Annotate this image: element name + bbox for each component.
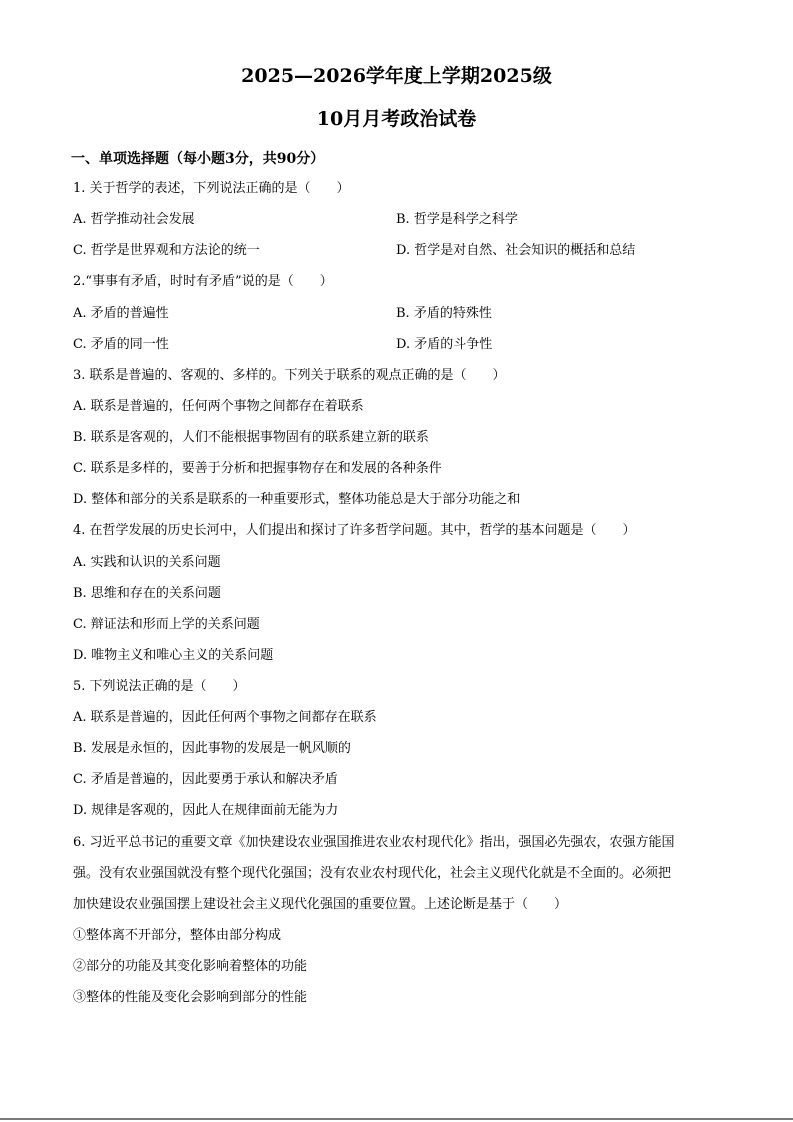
q5-option-a: A. 联系是普遍的，因此任何两个事物之间都存在联系 (73, 710, 377, 725)
q3-stem: 3. 联系是普遍的、客观的、多样的。下列关于联系的观点正确的是（ ） (73, 368, 506, 383)
q6-statement-3: ③整体的性能及变化会影响到部分的性能 (73, 990, 308, 1005)
q1-option-b: B. 哲学是科学之科学 (396, 212, 518, 227)
q6-stem-line-3: 加快建设农业强国摆上建设社会主义现代化强国的重要位置。上述论断是基于（ ） (73, 897, 568, 912)
q4-option-a: A. 实践和认识的关系问题 (73, 555, 221, 570)
q5-option-c: C. 矛盾是普遍的，因此要勇于承认和解决矛盾 (73, 772, 338, 787)
q4-option-c: C. 辩证法和形而上学的关系问题 (73, 617, 260, 632)
q1-stem: 1. 关于哲学的表述，下列说法正确的是（ ） (73, 181, 350, 196)
section-heading: 一、单项选择题（每小题3分，共90分） (71, 151, 325, 167)
q5-option-b: B. 发展是永恒的，因此事物的发展是一帆风顺的 (73, 741, 351, 756)
q6-stem-line-2: 强。没有农业强国就没有整个现代化强国；没有农业农村现代化，社会主义现代化就是不全面的。必须把 (73, 866, 672, 881)
q1-option-c: C. 哲学是世界观和方法论的统一 (73, 243, 260, 258)
q5-option-d: D. 规律是客观的，因此人在规律面前无能为力 (73, 803, 339, 818)
q5-stem: 5. 下列说法正确的是（ ） (73, 679, 246, 694)
q1-option-d: D. 哲学是对自然、社会知识的概括和总结 (396, 243, 636, 258)
q1-option-a: A. 哲学推动社会发展 (73, 212, 195, 227)
q3-option-d: D. 整体和部分的关系是联系的一种重要形式，整体功能总是大于部分功能之和 (73, 492, 521, 507)
q4-option-b: B. 思维和存在的关系问题 (73, 586, 221, 601)
q2-option-a: A. 矛盾的普遍性 (73, 306, 169, 321)
q2-option-c: C. 矛盾的同一性 (73, 337, 169, 352)
exam-title-line-2: 10月月考政治试卷 (316, 108, 477, 130)
q6-stem-line-1: 6. 习近平总书记的重要文章《加快建设农业强国推进农业农村现代化》指出，强国必先强农，农强方能国 (73, 835, 675, 850)
q4-option-d: D. 唯物主义和唯心主义的关系问题 (73, 648, 274, 663)
q6-statement-1: ①整体离不开部分，整体由部分构成 (73, 928, 282, 943)
q3-option-c: C. 联系是多样的，要善于分析和把握事物存在和发展的各种条件 (73, 461, 442, 476)
q3-option-b: B. 联系是客观的，人们不能根据事物固有的联系建立新的联系 (73, 430, 429, 445)
exam-title-line-1: 2025—2026学年度上学期2025级 (241, 65, 552, 87)
q2-option-b: B. 矛盾的特殊性 (396, 306, 492, 321)
q4-stem: 4. 在哲学发展的历史长河中，人们提出和探讨了许多哲学问题。其中，哲学的基本问题是（ ） (73, 523, 636, 538)
q3-option-a: A. 联系是普遍的，任何两个事物之间都存在着联系 (73, 399, 364, 414)
page-bottom-rule (0, 1118, 793, 1120)
q2-option-d: D. 矛盾的斗争性 (396, 337, 493, 352)
q6-statement-2: ②部分的功能及其变化影响着整体的功能 (73, 959, 308, 974)
q2-stem: 2.“事事有矛盾，时时有矛盾”说的是（ ） (73, 274, 333, 289)
